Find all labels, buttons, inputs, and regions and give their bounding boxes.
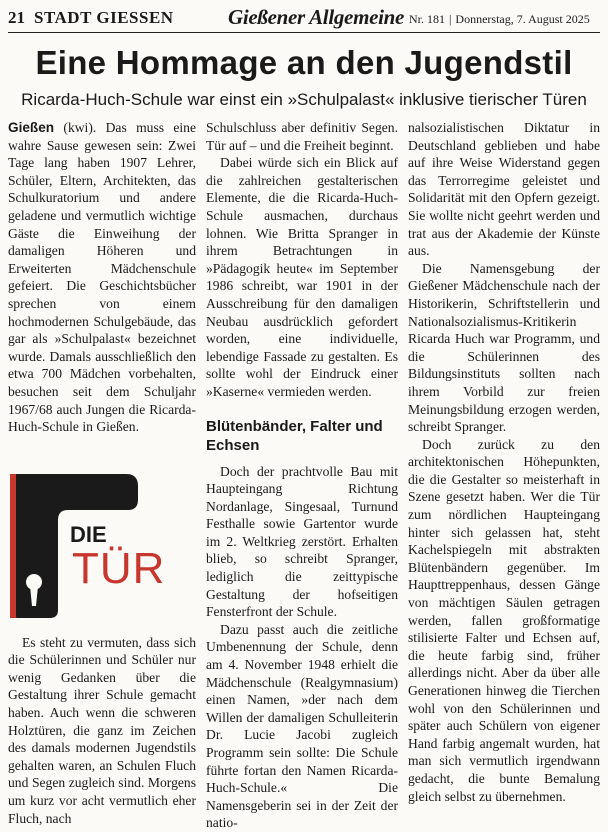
paragraph: Dazu passt auch die zeitliche Umbenennung der Schule, denn am 4. November 1948 erhielt die Mädchenschule (Realgymnasium) einen Namen, »der nach dem Willen der damaligen Schulleiterin Dr. Lucie Jacobi zugleich Programm sein sollte: Die Schule führte fortan den Namen Ricarda-Huch-Schule.« Die Namensgeberin sei in der Zeit der natio- bbox=[206, 621, 398, 831]
dateline: Gießen bbox=[8, 120, 55, 135]
paragraph: Doch zurück zu den architektonischen Höhepunkten, die die Gestalter so meisterhaft in Szene gesetzt haben. Wer die Tür zum nördlichen Haupteingang hinter sich gelassen hat, steht Kachelspiegeln mit abstrakten Blütenbändern gegenüber. Im Haupttreppenhaus, dessen Gänge von mächtigen Säulen getragen werden, fallen großformatige stilisierte Falter und Echsen auf, die heute farbig sind, früher allerdings nicht. Aber da über alle Generationen hinweg die Tierchen wohl von den Schülerinnen und später auch Schülern von eigener Hand farbig angemalt wurden, hat man sich vermutlich irgendwann gedacht, die bunte Bemalung gleich selbst zu übernehmen. bbox=[408, 436, 600, 804]
page-header bbox=[8, 6, 600, 33]
article-column-3 bbox=[408, 119, 600, 805]
paragraph: Dabei würde sich ein Blick auf die zahlreichen gestalterischen Elemente, die die Ricarda-Huch-Schule ausmachen, durchaus lohnen. Wie Britta Spranger in ihrem Betrachtungen in »Pädagogik heute« im September 1986 schreibt, war 1901 in der Ausschreibung für den damaligen Neubau ausdrücklich gefordert worden, eine individuelle, lebendige Fassade zu gestalten. Es sollte wohl der Eindruck einer »Kaserne« vermieden werden. bbox=[206, 155, 398, 399]
newspaper-name: Gießener Allgemeine bbox=[228, 5, 405, 29]
logo-die-text: DIE bbox=[70, 521, 107, 547]
paragraph: Doch der prachtvolle Bau mit Haupteingang Richtung Nordanlage, Singesaal, Turnund Festhalle sowie Gartentor wurde im 2. Weltkrieg zerstört. Erhalten blieb, so schreibt Spranger, lediglich die zeittypische Gestaltung der hofseitigen Fensterfront der Schule. bbox=[206, 463, 398, 620]
paragraph-intro-text: (kwi). Das muss eine wahre Sause gewesen sein: Zwei Tage lang haben 1907 Lehrer, Schüler, Eltern, Architekten, das Schulkuratorium und andere geladene und vermutlich wichtige Gäste die Einweihung der damaligen Höheren und Erweiterten Mädchenschule gefeiert. Die Geschichtsbücher sprechen von einem hochmodernen Schulgebäude, das gar als »Schulpalast« bezeichnet wurde. Damals ausschließlich den etwa 700 Mädchen vorbehalten, besuchen seit dem Schuljahr 1967/68 auch Jungen die Ricarda-Huch-Schule in Gießen. bbox=[8, 120, 196, 435]
logo-tuer-text: TÜR bbox=[72, 543, 166, 593]
paragraph: nalsozialistischen Diktatur in Deutschland geblieben und habe auf ihre Weise Widerstand gegen das Terrorregime geleistet und Solidarität mit den Opfern gezeigt. Sie wollte nicht geehrt werden und trat aus der Akademie der Künste aus. bbox=[408, 120, 600, 259]
paragraph-intro bbox=[8, 119, 196, 436]
issue-number: Nr. 181 bbox=[409, 12, 445, 26]
die-tuer-series-logo bbox=[8, 460, 196, 620]
paragraph: Die Namensgebung der Gießener Mädchenschule nach der Historikerin, Schriftstellerin und Nationalsozialismus-Kritikerin Ricarda Huch war Programm, und die Schülerinnen des Bildungsinstituts sollten nach ihrem Vorbild zur freien Meinungsbildung erzogen werden, schreibt Spranger. bbox=[408, 260, 600, 435]
paragraph: Es steht zu vermuten, dass sich die Schülerinnen und Schüler nur wenig Gedanken über die Gestaltung ihrer Schule gemacht haben. Auch wenn die schweren Holztüren, die ganz im Zeichen des damals modernen Jugendstils gehalten waren, an Schulen Fluch und Segen zugleich sind. Morgens um kurz vor acht vermutlich eher Fluch, nach bbox=[8, 634, 196, 826]
paragraph: Schulschluss aber definitiv Segen. Tür auf – und die Freiheit beginnt. bbox=[206, 120, 398, 153]
section-title: STADT GIESSEN bbox=[34, 8, 174, 27]
issue-info bbox=[409, 12, 590, 27]
article-column-1 bbox=[8, 119, 196, 827]
article-column-2 bbox=[206, 119, 398, 832]
article-headline: Eine Hommage an den Jugendstil bbox=[35, 44, 573, 81]
page-number: 21 bbox=[8, 8, 25, 27]
issue-date: Donnerstag, 7. August 2025 bbox=[455, 12, 590, 26]
issue-separator: | bbox=[449, 12, 452, 26]
article-subheadline: Ricarda-Huch-Schule war einst ein »Schulpalast« inklusive tierischer Türen bbox=[21, 90, 587, 109]
article-subheading: Blütenbänder, Falter und Echsen bbox=[206, 417, 383, 454]
